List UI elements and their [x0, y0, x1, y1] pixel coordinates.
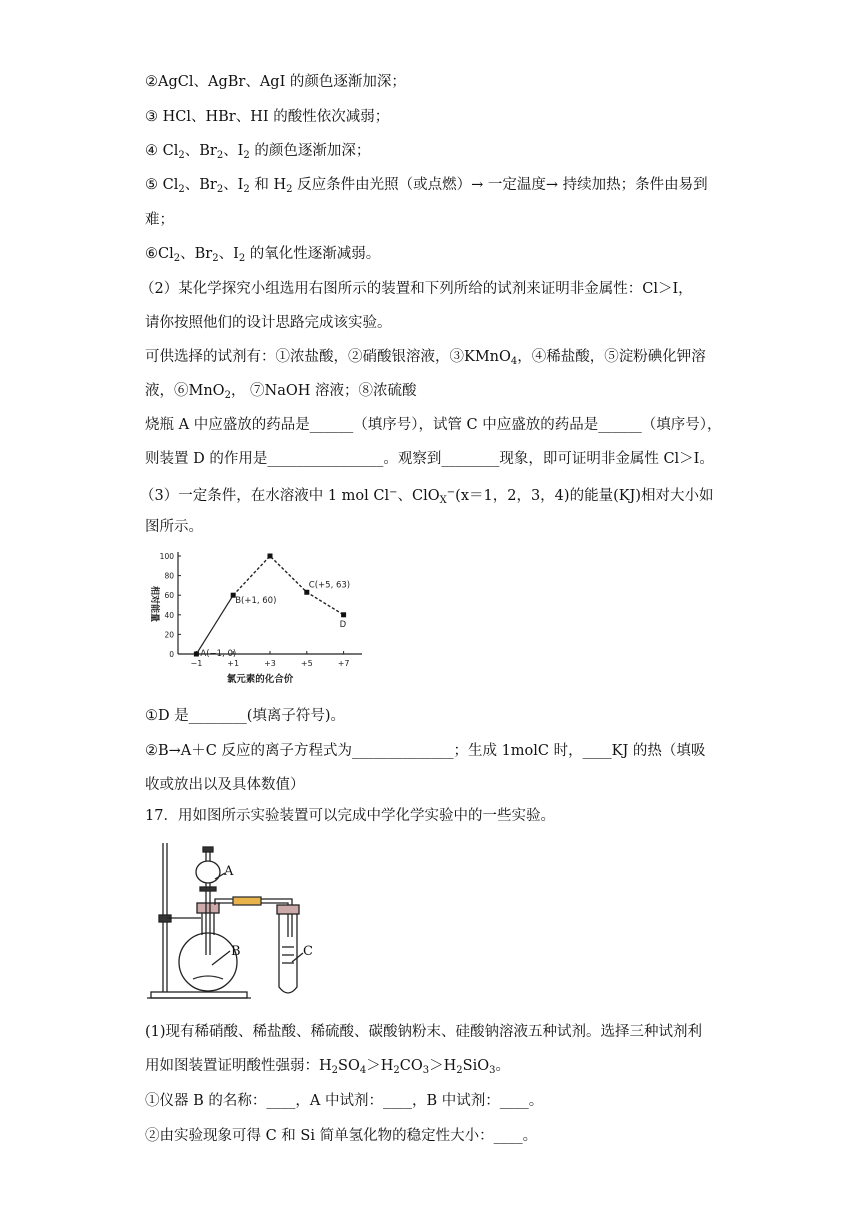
data-point [341, 612, 346, 617]
energy-chart [140, 544, 370, 690]
series-line [196, 595, 233, 654]
line-22: ②由实验现象可得 C 和 Si 简单氢化物的稳定性大小：____。 [145, 1128, 538, 1144]
y-tick-label: 20 [164, 630, 174, 640]
data-label: D [339, 619, 347, 630]
x-tick-label: +1 [227, 659, 240, 668]
data-point [304, 590, 309, 595]
line-21: ①仪器 B 的名称：____，A 中试剂：____，B 中试剂：____。 [145, 1093, 544, 1109]
line-20: 用如图装置证明酸性强弱：$H_2SO_4>H_2CO_3>H_2SiO_3$。 [145, 1058, 510, 1076]
x-tick-label: +5 [300, 659, 313, 668]
line-8: 请你按照他们的设计思路完成该实验。 [145, 315, 392, 331]
line-17: 收或放出以及具体数值） [145, 777, 305, 793]
line-12: 则装置 D 的作用是________________。观察到________现象，即可证明非金属性 Cl＞I。 [145, 451, 714, 467]
line-16: ②B→A＋C 反应的离子方程式为______________；生成 1molC 时，____KJ 的热（填吸 [145, 743, 706, 759]
apparatus-diagram [145, 837, 320, 1005]
data-label: B(+1, 60) [235, 596, 277, 607]
data-point [268, 554, 273, 559]
y-tick-label: 80 [164, 571, 174, 581]
line-19: (1)现有稀硝酸、稀盐酸、稀硫酸、碳酸钠粉末、硅酸钠溶液五种试剂。选择三种试剂利 [145, 1024, 703, 1040]
line-15: ①D 是________(填离子符号)。 [145, 708, 346, 724]
line-7: （2）某化学探究小组选用右图所示的装置和下列所给的试剂来证明非金属性：Cl＞I， [140, 281, 693, 297]
y-axis-label: 相对能量 [149, 585, 159, 623]
line-5: 难； [145, 212, 174, 228]
x-tick-label: +3 [264, 659, 276, 668]
line-11: 烧瓶 A 中应盛放的药品是______（填序号），试管 C 中应盛放的药品是______（填序号）， [145, 417, 722, 433]
data-label: A(−1, 0) [200, 649, 237, 659]
data-label: C(+5, 63) [308, 580, 351, 591]
line-13: （3）一定条件，在水溶液中 1 mol Cl−、ClO$_X$−(x＝1，2，3，4)的能量(KJ)相对大小如 [140, 487, 714, 506]
y-tick-label: 100 [159, 552, 174, 561]
x-tick-label: +7 [337, 659, 350, 668]
y-tick-label: 0 [169, 650, 174, 659]
data-point [194, 652, 199, 657]
line-4: ⑤ $Cl_2$、$Br_2$、$I_2$ 和 $H_2$ 反应条件由光照（或点燃）→ 一定温度→ 持续加热；条件由易到 [145, 177, 708, 195]
y-tick-label: 60 [164, 591, 174, 601]
line-3: ④ $Cl_2$、$Br_2$、$I_2$ 的颜色逐渐加深； [145, 143, 371, 161]
line-10: 液，⑥MnO$_2$， ⑦NaOH 溶液；⑧浓硫酸 [145, 383, 417, 401]
x-tick-label: −1 [190, 659, 203, 668]
y-tick-label: 40 [164, 610, 174, 620]
x-axis-label: 氯元素的化合价 [226, 674, 294, 685]
label-b: B [231, 944, 241, 959]
line-6: $⑥Cl_2$、$Br_2$、$I_2$ 的氧化性逐渐减弱。 [145, 246, 381, 264]
line-1: ②AgCl、AgBr、AgI 的颜色逐渐加深； [145, 74, 406, 90]
line-2: ③ HCl、HBr、HI 的酸性依次减弱； [145, 109, 390, 125]
line-18: 17．用如图所示实验装置可以完成中学化学实验中的一些实验。 [145, 808, 555, 824]
line-9: 可供选择的试剂有：①浓盐酸，②硝酸银溶液，③KMnO$_4$，④稀盐酸，⑤淀粉碘化钾溶 [145, 349, 706, 367]
line-14: 图所示。 [145, 519, 203, 535]
label-a: A [224, 864, 234, 879]
label-c: C [303, 944, 313, 959]
